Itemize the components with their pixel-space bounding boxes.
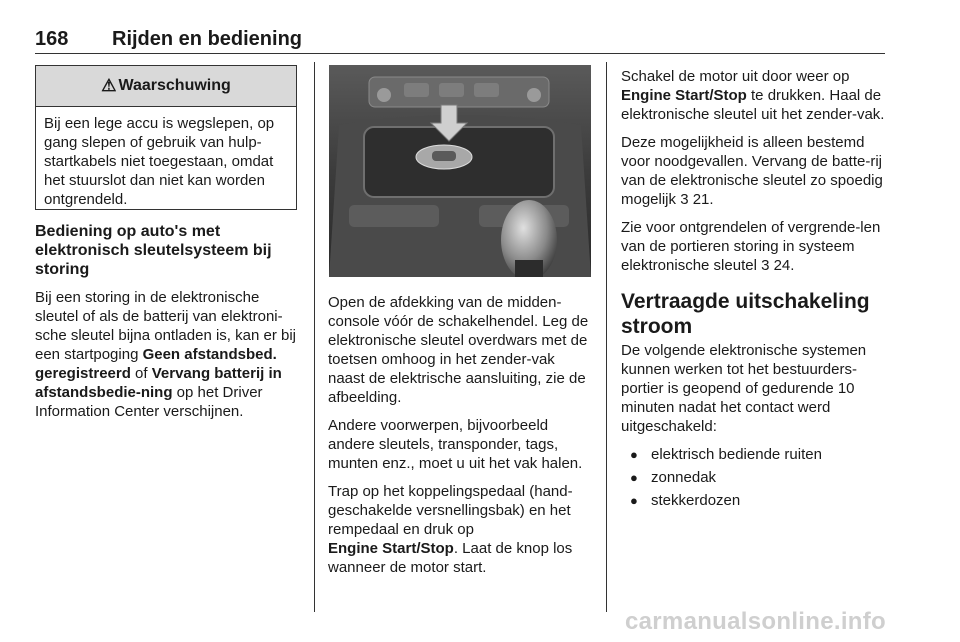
- page-header: [35, 28, 885, 52]
- list-item: ● elektrisch bediende ruiten: [621, 445, 886, 464]
- warning-header: [36, 66, 296, 107]
- text-run: Schakel de motor uit door weer op: [621, 68, 850, 85]
- page-reference[interactable]: 3 21: [680, 191, 710, 208]
- paragraph: [621, 67, 886, 124]
- warning-box: [35, 65, 297, 210]
- section-heading-uitschakeling: Vertraagde uitschakeling stroom: [621, 290, 870, 338]
- column-divider-2: [606, 62, 607, 612]
- text-run: Zie voor ontgrendelen of vergrende-len van de portieren storing in systeem elektronische sleutel: [621, 219, 881, 274]
- list-item: ● stekkerdozen: [621, 491, 886, 510]
- text-run: . Laat de knop los wanneer de motor start.: [328, 540, 573, 576]
- text-run: Deze mogelijkheid is alleen bestemd voor noodgevallen. Vervang de batte-rij van de elektronische sleutel zo spoedig mogelijk: [621, 134, 883, 208]
- message-text: Vervang batterij in afstandsbedie-ning: [35, 365, 282, 401]
- warning-text: Bij een lege accu is wegslepen, op gang slepen of gebruik van hulp-startkabels niet toegestaan, omdat het stuurslot dan niet kan worden ontgrendeld.: [44, 115, 275, 208]
- text-run: op het Driver Information Center verschijnen.: [35, 384, 263, 420]
- text-run: of: [130, 365, 152, 382]
- center-console-photo: [329, 65, 591, 277]
- list-item: ● zonnedak: [621, 468, 886, 487]
- message-text: Geen afstandsbed. geregistreerd: [35, 346, 277, 382]
- button-name: Engine Start/Stop: [621, 87, 747, 104]
- paragraph: [35, 288, 300, 421]
- warning-title: Waarschuwing: [118, 77, 231, 94]
- watermark: carmanualsonline.info: [625, 608, 887, 635]
- text-run: te drukken. Haal de elektronische sleutel uit het zender-vak.: [621, 87, 885, 123]
- column-1: [35, 222, 300, 430]
- paragraph: [621, 218, 886, 275]
- text-run: Bij een storing in de elektronische sleutel of als de batterij van elektroni-sche sleutel bijna ontladen is, kan er bij een startpoging: [35, 289, 296, 363]
- section-heading-storing: Bediening op auto's met elektronisch sleutelsysteem bij storing: [35, 223, 272, 278]
- column-3: [621, 67, 886, 514]
- page-title: Rijden en bediening: [112, 28, 303, 50]
- text-run: .: [790, 257, 795, 274]
- bullet-list: [621, 445, 886, 510]
- header-rule: [35, 53, 885, 54]
- paragraph: De volgende elektronische systemen kunnen werken tot het bestuurders-portier is geopend of gedurende 10 minuten nadat het contact werd uitgeschakeld:: [621, 342, 867, 435]
- paragraph: Open de afdekking van de midden-console vóór de schakelhendel. Leg de elektronische sleutel overdwars met de toetsen omhoog in het zender-vak naast de elektrische aansluiting, zie de afbeelding.: [328, 294, 589, 406]
- text-run: Trap op het koppelingspedaal (hand-geschakelde versnellingsbak) en het rempedaal en druk op: [328, 483, 573, 538]
- column-2: [328, 293, 593, 586]
- button-name: Engine Start/Stop: [328, 540, 454, 557]
- text-run: .: [709, 191, 714, 208]
- paragraph: [621, 133, 886, 209]
- column-divider-1: [314, 62, 315, 612]
- paragraph: [328, 482, 593, 577]
- paragraph: Andere voorwerpen, bijvoorbeeld andere sleutels, transponder, tags, munten enz., moet u uit het vak halen.: [328, 417, 583, 472]
- page-number: 168: [35, 28, 69, 50]
- page-reference[interactable]: 3 24: [761, 257, 791, 274]
- center-console-illustration: [329, 65, 591, 277]
- warning-triangle-icon: ⚠: [101, 76, 117, 95]
